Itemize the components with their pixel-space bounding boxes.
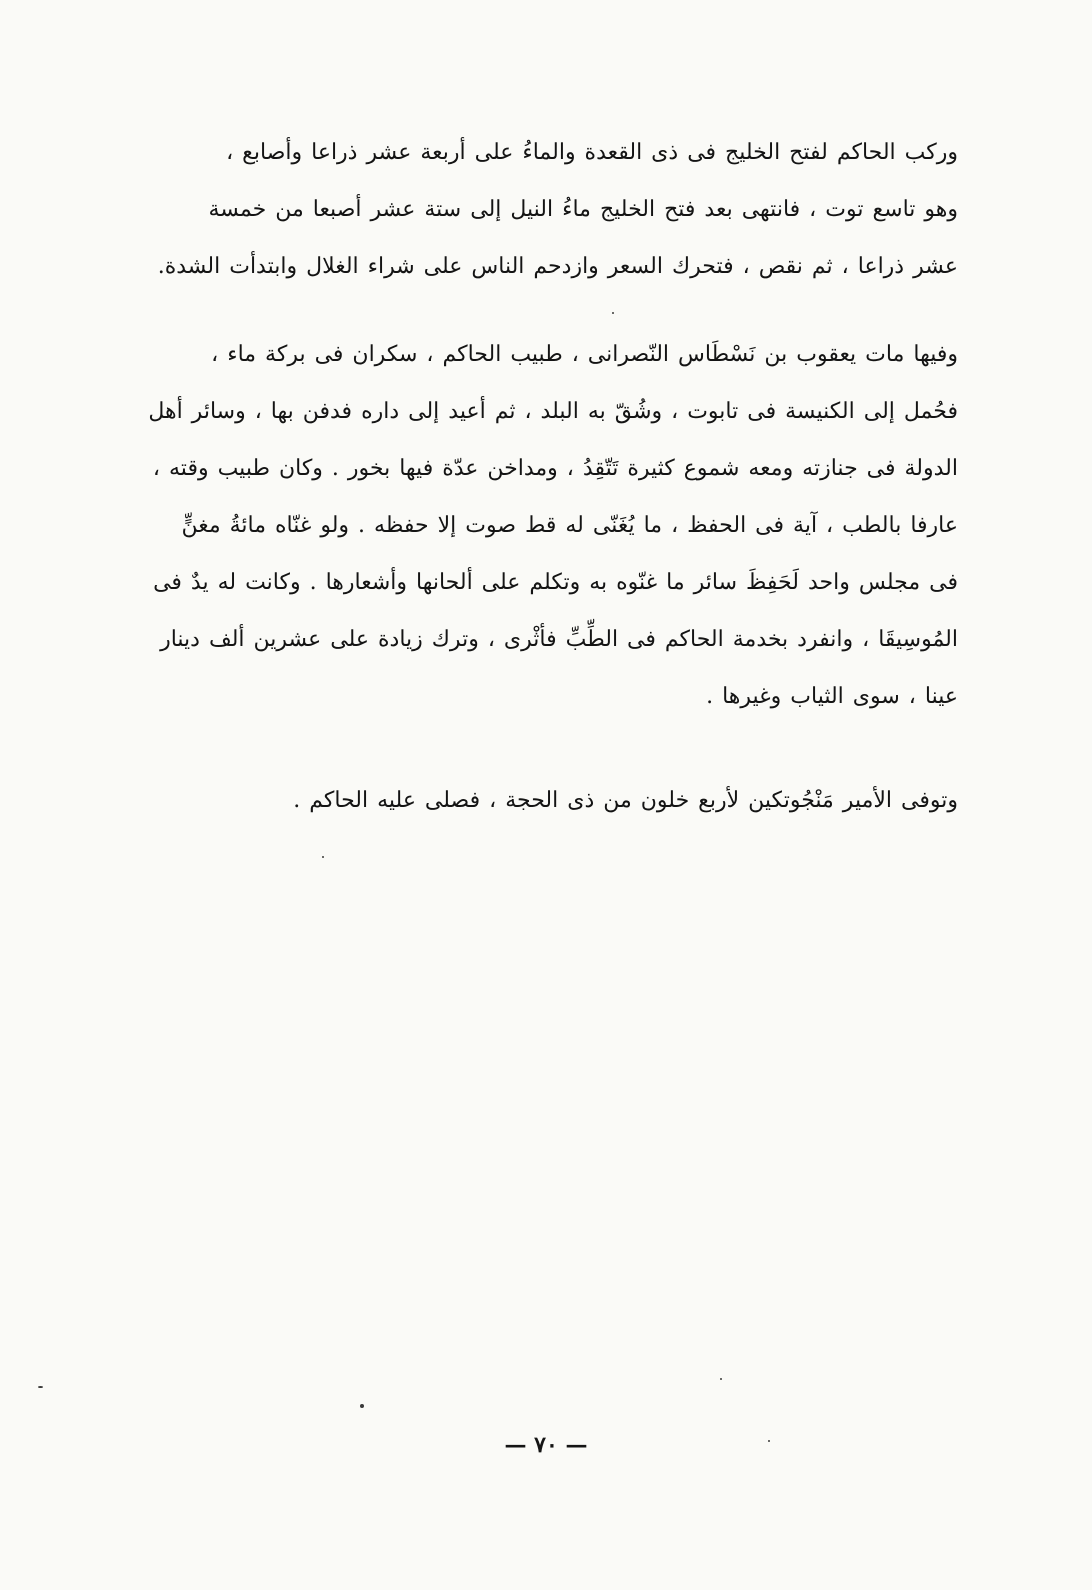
text-line: وفيها مات يعقوب بن نَسْطَاس النّصرانى ، طبيب الحاكم ، سكران فى بركة ماء ،: [211, 342, 958, 367]
scan-speck: [38, 1386, 43, 1388]
scan-speck: [768, 1440, 770, 1442]
text-line: وركب الحاكم لفتح الخليج فى ذى القعدة والماءُ على أربعة عشر ذراعا وأصابع ،: [226, 140, 958, 165]
paragraph-2: [118, 326, 958, 725]
text-line: عارفا بالطب ، آية فى الحفظ ، ما يُغَنّى له قط صوت إلا حفظه . ولو غنّاه مائةُ مغنٍّ: [181, 513, 958, 538]
scan-speck: [360, 1404, 364, 1408]
text-line: وهو تاسع توت ، فانتهى بعد فتح الخليج ماءُ النيل إلى ستة عشر أصبعا من خمسة: [208, 197, 958, 222]
scan-speck: [322, 856, 324, 858]
paragraph-3: [118, 772, 958, 829]
text-line: فحُمل إلى الكنيسة فى تابوت ، وشُقّ به البلد ، ثم أعيد إلى داره فدفن بها ، وسائر أهل: [148, 399, 958, 424]
text-line: عينا ، سوى الثياب وغيرها .: [706, 684, 958, 709]
scan-speck: [720, 1378, 722, 1380]
text-line: عشر ذراعا ، ثم نقص ، فتحرك السعر وازدحم الناس على شراء الغلال وابتدأت الشدة.: [157, 254, 958, 279]
text-line: فى مجلس واحد لَحَفِظَ سائر ما غنّوه به وتكلم على ألحانها وأشعارها . وكانت له يدٌ فى: [153, 570, 958, 595]
text-line: الدولة فى جنازته ومعه شموع كثيرة تَتّقِدُ ، ومداخن عدّة فيها بخور . وكان طبيب وقته ،: [152, 456, 958, 481]
text-line: المُوسِيقَا ، وانفرد بخدمة الحاكم فى الطِّبِّ فأثْرى ، وترك زيادة على عشرين ألف دينار: [160, 627, 958, 652]
page-number: — ٧٠ —: [504, 1432, 588, 1458]
text-line: وتوفى الأمير مَنْجُوتكين لأربع خلون من ذى الحجة ، فصلى عليه الحاكم .: [293, 788, 958, 813]
scan-speck: [612, 312, 614, 314]
paragraph-1: [118, 124, 958, 295]
